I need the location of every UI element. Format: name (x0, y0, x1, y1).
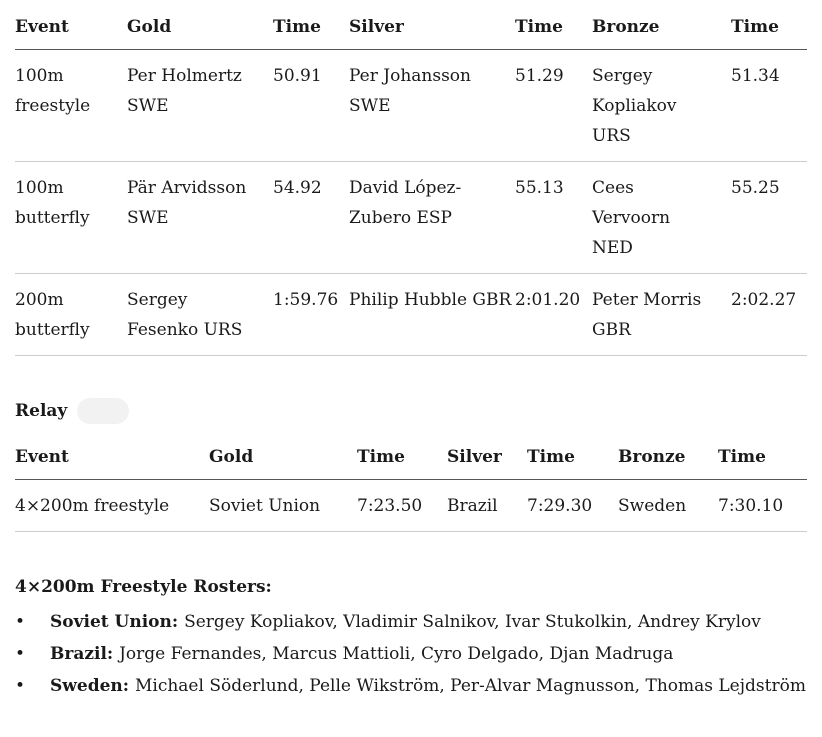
bronze-cell: Peter Morris GBR (592, 274, 731, 356)
header-event: Event (15, 0, 127, 50)
gold-cell: Per Holmertz SWE (127, 50, 273, 162)
bullet-icon: • (15, 676, 26, 696)
time-cell: 1:59.76 (273, 274, 349, 356)
header-time: Time (718, 430, 807, 480)
header-gold: Gold (209, 430, 357, 480)
time-cell: 51.29 (515, 50, 592, 162)
header-bronze: Bronze (618, 430, 718, 480)
header-gold: Gold (127, 0, 273, 50)
header-time: Time (527, 430, 618, 480)
time-cell: 7:29.30 (527, 480, 618, 532)
header-bronze: Bronze (592, 0, 731, 50)
table-row (15, 274, 807, 356)
time-cell: 2:01.20 (515, 274, 592, 356)
bronze-cell: Sergey Kopliakov URS (592, 50, 731, 162)
rosters-title: 4×200m Freestyle Rosters: (15, 577, 272, 597)
silver-cell: Philip Hubble GBR (349, 274, 515, 356)
table-row (15, 480, 807, 532)
gold-cell: Sergey Fesenko URS (127, 274, 273, 356)
header-silver: Silver (349, 0, 515, 50)
roster-members: Michael Söderlund, Pelle Wikström, Per-Alvar Magnusson, Thomas Lejdström (134, 676, 806, 696)
header-time: Time (273, 0, 349, 50)
time-cell: 51.34 (731, 50, 807, 162)
list-item (15, 608, 807, 636)
bronze-cell: Cees Vervoorn NED (592, 162, 731, 274)
relay-results-table (15, 430, 807, 532)
gold-cell: Pär Arvidsson SWE (127, 162, 273, 274)
individual-results-table (15, 0, 807, 356)
bullet-icon: • (15, 644, 26, 664)
bullet-icon: • (15, 612, 26, 632)
bronze-cell: Sweden (618, 480, 718, 532)
relay-section-title (15, 398, 807, 424)
gold-cell: Soviet Union (209, 480, 357, 532)
time-cell: 50.91 (273, 50, 349, 162)
time-cell: 2:02.27 (731, 274, 807, 356)
roster-members: Sergey Kopliakov, Vladimir Salnikov, Ivar Stukolkin, Andrey Krylov (184, 612, 761, 632)
individual-header-row (15, 0, 807, 50)
header-time: Time (731, 0, 807, 50)
header-event: Event (15, 430, 209, 480)
roster-team: Soviet Union: (50, 612, 185, 632)
time-cell: 7:30.10 (718, 480, 807, 532)
header-time: Time (357, 430, 447, 480)
event-cell: 100m freestyle (15, 50, 127, 162)
time-cell: 55.25 (731, 162, 807, 274)
event-cell: 4×200m freestyle (15, 480, 209, 532)
roster-members: Jorge Fernandes, Marcus Mattioli, Cyro Delgado, Djan Madruga (119, 644, 674, 664)
event-cell: 100m butterfly (15, 162, 127, 274)
table-row (15, 162, 807, 274)
relay-title: Relay (15, 401, 68, 421)
roster-team: Brazil: (50, 644, 120, 664)
silver-cell: Brazil (447, 480, 527, 532)
time-cell: 55.13 (515, 162, 592, 274)
event-cell: 200m butterfly (15, 274, 127, 356)
redaction-mark (77, 398, 129, 424)
silver-cell: David López-Zubero ESP (349, 162, 515, 274)
silver-cell: Per Johansson SWE (349, 50, 515, 162)
header-silver: Silver (447, 430, 527, 480)
list-item (15, 640, 807, 668)
header-time: Time (515, 0, 592, 50)
time-cell: 54.92 (273, 162, 349, 274)
roster-team: Sweden: (50, 676, 135, 696)
relay-header-row (15, 430, 807, 480)
list-item (15, 672, 807, 700)
rosters-list (15, 608, 807, 700)
time-cell: 7:23.50 (357, 480, 447, 532)
table-row (15, 50, 807, 162)
document (15, 0, 807, 704)
